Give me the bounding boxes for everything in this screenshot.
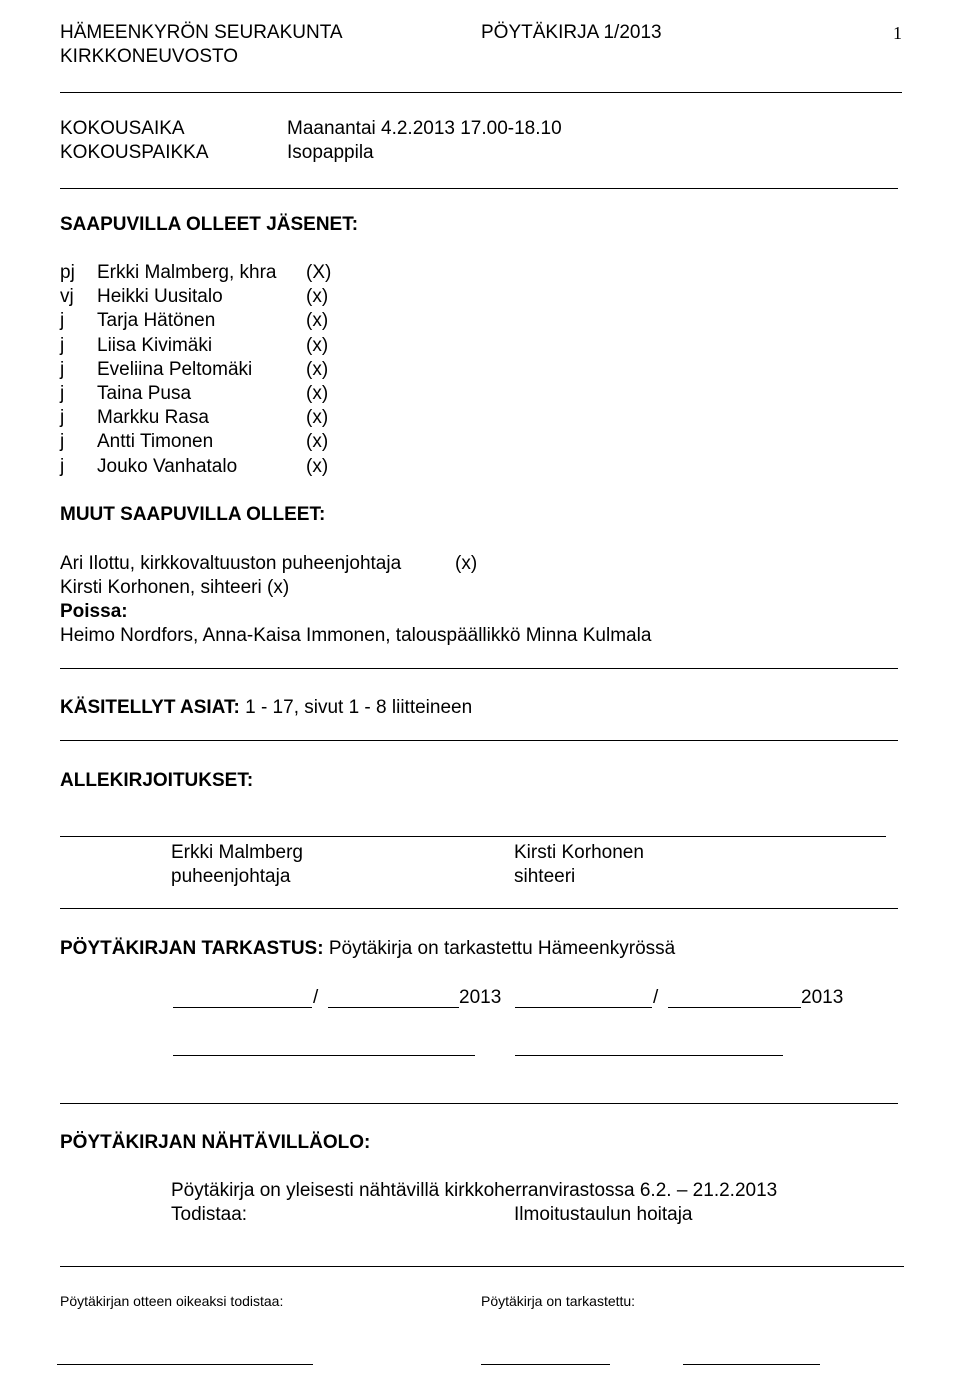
member-name: Eveliina Peltomäki bbox=[97, 358, 253, 380]
divider bbox=[60, 908, 898, 909]
member-name: Tarja Hätönen bbox=[97, 310, 216, 332]
signatures-heading: ALLEKIRJOITUKSET: bbox=[60, 770, 254, 791]
members-heading: SAAPUVILLA OLLEET JÄSENET: bbox=[60, 214, 359, 235]
member-role: j bbox=[60, 431, 65, 453]
member-role: j bbox=[60, 310, 65, 332]
date-blank bbox=[668, 1007, 801, 1008]
date-slash: / bbox=[313, 987, 319, 1008]
items-range: 1 - 17 bbox=[245, 697, 294, 718]
display-text: Pöytäkirja on yleisesti nähtävillä kirkkoherranvirastossa 6.2. – 21.2.2013 bbox=[171, 1180, 778, 1201]
review-label: PÖYTÄKIRJAN TARKASTUS: bbox=[60, 938, 324, 959]
member-role: j bbox=[60, 334, 65, 356]
date-blank bbox=[328, 1007, 459, 1008]
absent-label: Poissa: bbox=[60, 601, 128, 622]
meeting-time-value: Maanantai 4.2.2013 17.00-18.10 bbox=[287, 118, 562, 139]
divider bbox=[60, 188, 898, 189]
member-role: j bbox=[60, 407, 65, 429]
member-presence: (x) bbox=[306, 286, 329, 308]
display-heading: PÖYTÄKIRJAN NÄHTÄVILLÄOLO: bbox=[60, 1132, 371, 1153]
items-rest: , sivut 1 - 8 liitteineen bbox=[293, 697, 473, 718]
date-blank bbox=[173, 1007, 312, 1008]
member-role: vj bbox=[60, 286, 74, 308]
footer-reviewed: Pöytäkirja on tarkastettu: bbox=[481, 1293, 636, 1309]
member-name: Heikki Uusitalo bbox=[97, 286, 223, 308]
divider bbox=[60, 1103, 898, 1104]
member-role: j bbox=[60, 358, 65, 380]
reviewer-signature-line bbox=[173, 1055, 475, 1056]
reviewer-signature-line bbox=[515, 1055, 783, 1056]
chair-title: puheenjohtaja bbox=[171, 866, 291, 887]
meeting-time-label: KOKOUSAIKA bbox=[60, 118, 185, 139]
member-role: j bbox=[60, 455, 65, 477]
date-year: 2013 bbox=[801, 987, 844, 1008]
others-line-chair: Ari Ilottu, kirkkovaltuuston puheenjohtaja bbox=[60, 553, 402, 574]
others-heading: MUUT SAAPUVILLA OLLEET: bbox=[60, 504, 326, 525]
meeting-place-label: KOKOUSPAIKKA bbox=[60, 142, 209, 163]
document-title: PÖYTÄKIRJA 1/2013 bbox=[481, 22, 662, 43]
footer-signature-line bbox=[683, 1364, 820, 1365]
member-name: Taina Pusa bbox=[97, 382, 192, 404]
review-line bbox=[60, 937, 675, 961]
date-year: 2013 bbox=[459, 987, 502, 1008]
items-line bbox=[60, 696, 472, 720]
secretary-name: Kirsti Korhonen bbox=[514, 842, 644, 863]
others-line-secretary: Kirsti Korhonen, sihteeri (x) bbox=[60, 577, 290, 598]
absent-list: Heimo Nordfors, Anna-Kaisa Immonen, talouspäällikkö Minna Kulmala bbox=[60, 625, 652, 646]
member-presence: (x) bbox=[306, 382, 329, 404]
divider bbox=[60, 740, 898, 741]
member-name: Markku Rasa bbox=[97, 407, 209, 429]
date-slash: / bbox=[653, 987, 659, 1008]
member-presence: (x) bbox=[306, 455, 329, 477]
meeting-place-value: Isopappila bbox=[287, 142, 374, 163]
review-text: Pöytäkirja on tarkastettu Hämeenkyrössä bbox=[328, 938, 676, 959]
divider bbox=[60, 1266, 904, 1267]
page-number: 1 bbox=[893, 23, 902, 43]
member-presence: (x) bbox=[306, 334, 329, 356]
certify-value: Ilmoitustaulun hoitaja bbox=[514, 1204, 693, 1225]
items-label: KÄSITELLYT ASIAT: bbox=[60, 697, 240, 718]
member-presence: (x) bbox=[306, 358, 329, 380]
member-presence: (x) bbox=[306, 431, 329, 453]
member-presence: (x) bbox=[306, 407, 329, 429]
member-presence: (x) bbox=[306, 310, 329, 332]
date-blank bbox=[515, 1007, 652, 1008]
divider bbox=[60, 92, 902, 93]
signature-line bbox=[60, 836, 886, 837]
member-name: Erkki Malmberg, khra bbox=[97, 262, 277, 283]
member-name: Jouko Vanhatalo bbox=[97, 455, 238, 477]
member-name: Antti Timonen bbox=[97, 431, 214, 453]
member-role: pj bbox=[60, 262, 75, 283]
chair-name: Erkki Malmberg bbox=[171, 842, 303, 863]
footer-excerpt-certify: Pöytäkirjan otteen oikeaksi todistaa: bbox=[60, 1293, 284, 1309]
footer-signature-line bbox=[57, 1364, 313, 1365]
divider bbox=[60, 668, 898, 669]
member-role: j bbox=[60, 382, 65, 404]
footer-signature-line bbox=[481, 1364, 610, 1365]
others-chair-presence: (x) bbox=[455, 553, 478, 574]
organization-name: HÄMEENKYRÖN SEURAKUNTA bbox=[60, 22, 343, 43]
organization-body: KIRKKONEUVOSTO bbox=[60, 46, 239, 67]
secretary-title: sihteeri bbox=[514, 866, 576, 887]
member-name: Liisa Kivimäki bbox=[97, 334, 213, 356]
member-presence: (X) bbox=[306, 262, 332, 283]
certify-label: Todistaa: bbox=[171, 1204, 248, 1225]
